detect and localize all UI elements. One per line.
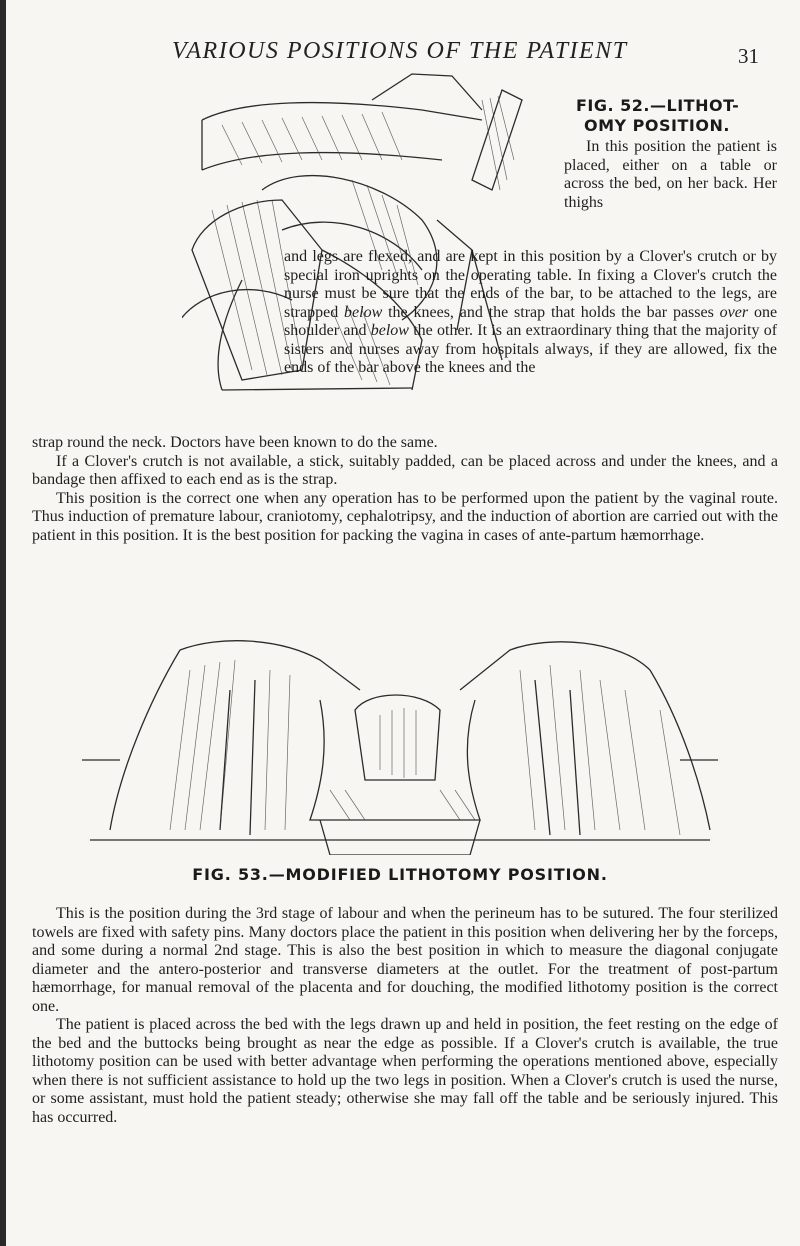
fig53-illustration — [80, 630, 720, 855]
paragraph1-wrap-text-2: the knees, and the strap that holds the bar passes — [388, 303, 714, 321]
page-edge — [0, 0, 6, 1246]
fig52-caption-line2: OMY POSITION. — [584, 116, 730, 135]
paragraph1-wrap-text-4: the other. It is an extraordinary thing that the majority of sisters and nurses away from hospitals always, if they are allowed, fix the ends of the bar above the knees and the — [284, 322, 778, 376]
emphasis-below-1: below — [344, 303, 383, 321]
paragraph4: This is the position during the 3rd stage of labour and when the perineum has to be sutured. The four sterilized towels are fixed with safety pins. Many doctors place the patient in this position when delivering her by the forceps, and some during a normal 2nd stage. This is also the best position in which to measure the diagonal conjugate diameter and the antero-posterior and transverse diameters at the outlet. For the treatment of post-partum hæmorrhage, for manual removal of the placenta and for douching, the modified lithotomy position is the correct one. — [32, 905, 778, 1015]
fig52-caption-line1: FIG. 52.—LITHOT- — [576, 96, 740, 115]
paragraph5: The patient is placed across the bed with the legs drawn up and held in position, the feet resting on the edge of the bed and the buttocks being brought as near the edge as possible. If a Clover's crutch is available, the true lithotomy position can be used with better advantage when performing the operations mentioned above, especially when there is not sufficient assistance to hold up the two legs in position. When a Clover's crutch is used the nurse, or some assistant, must hold the patient steady; otherwise she may fall off the table and be seriously injured. This has occurred. — [32, 1016, 778, 1126]
fig52-caption — [576, 96, 776, 136]
paragraph1-wrap — [284, 248, 777, 378]
fig53-caption: FIG. 53.—MODIFIED LITHOTOMY POSITION. — [192, 865, 608, 884]
body-upper — [32, 434, 778, 545]
page-number: 31 — [738, 44, 759, 68]
paragraph1-wrap-text: and legs are flexed, and are kept in this position by a Clover's crutch or by special iron uprights on the operating table. In fixing a Clover's crutch the nurse must be sure that the ends of the bar, to be attached to the legs, are strapped — [284, 248, 777, 321]
paragraph3: This position is the correct one when any operation has to be performed upon the patient by the vaginal route. Thus induction of premature labour, craniotomy, cephalotripsy, and the induction of abortion are carried out with the patient in this position. It is the best position for packing the vagina in cases of ante-partum hæmorrhage. — [32, 489, 778, 544]
paragraph1-end: strap round the neck. Doctors have been known to do the same. — [32, 434, 438, 451]
emphasis-over: over — [719, 303, 749, 321]
body-lower — [32, 905, 778, 1127]
paragraph1-narrow — [564, 138, 777, 212]
paragraph1-wrap-text-3: one shoulder and — [284, 303, 778, 339]
running-head: VARIOUS POSITIONS OF THE PATIENT — [172, 38, 628, 64]
emphasis-below-2: below — [370, 322, 409, 339]
paragraph2: If a Clover's crutch is not available, a stick, suitably padded, can be placed across and under the knees, and a bandage then affixed to each end as is the strap. — [32, 452, 778, 488]
paragraph1-narrow-text: In this position the patient is placed, either on a table or across the bed, on her back. Her thighs — [564, 138, 777, 211]
